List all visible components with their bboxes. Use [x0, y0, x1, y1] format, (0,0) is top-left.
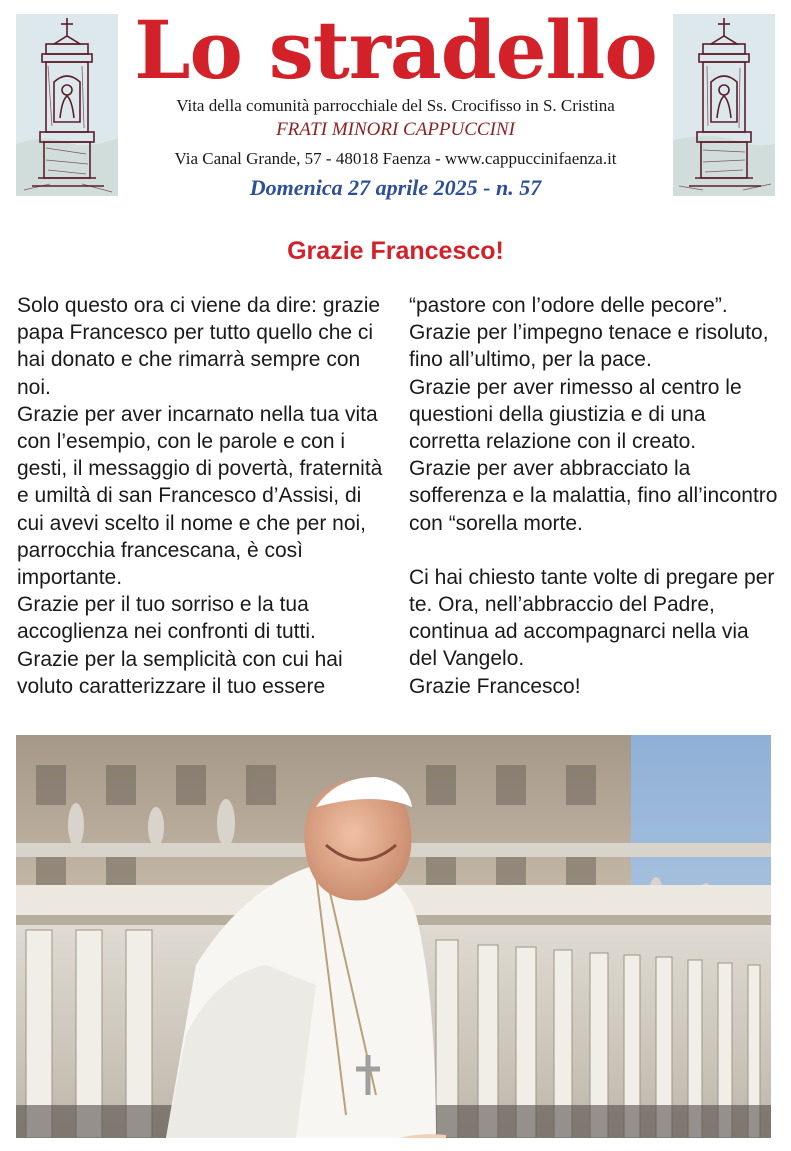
masthead-issue-date: Domenica 27 aprile 2025 - n. 57 [249, 175, 542, 200]
article-headline: Grazie Francesco! [287, 237, 504, 265]
shrine-icon [673, 14, 775, 196]
paragraph: Solo questo ora ci viene da dire: grazie papa Francesco per tutto quello che ci hai donato e che rimarrà sempre con noi. [17, 294, 381, 399]
paragraph: Grazie per aver abbracciato la sofferenza e la malattia, fino all’incontro con “sorella morte. [409, 457, 778, 535]
masthead-subtitle: Vita della comunità parrocchiale del Ss. Crocifisso in S. Cristina [176, 96, 615, 115]
shrine-sketch-right [673, 14, 775, 196]
paragraph: Grazie Francesco! [409, 674, 581, 698]
article-column-left [17, 292, 389, 700]
paragraph: Grazie per aver incarnato nella tua vita con l’esempio, con le parole e con i gesti, il messaggio di povertà, fraternità e umiltà di san Francesco d’Assisi, di cui avevi scelto il nome e che per noi, parrocchia francescana, è così importante. [17, 402, 383, 590]
shrine-sketch-left [16, 14, 118, 196]
paragraph: Grazie per l’impegno tenace e risoluto, fino all’ultimo, per la pace. [409, 321, 769, 372]
shrine-icon [16, 14, 118, 196]
masthead-title: Lo stradello [134, 3, 657, 97]
pope-photo [16, 735, 771, 1138]
masthead-order: FRATI MINORI CAPPUCCINI [276, 119, 515, 140]
paragraph: Grazie per il tuo sorriso e la tua accoglienza nei confronti di tutti. [17, 593, 316, 644]
article-column-right [409, 292, 781, 700]
paragraph: “pastore con l’odore delle pecore”. [409, 294, 728, 317]
paragraph: Ci hai chiesto tante volte di pregare per te. Ora, nell’abbraccio del Padre, continua ad accompagnarci nella via del Vangelo. [409, 565, 775, 671]
paragraph: Grazie per la semplicità con cui hai voluto caratterizzare il tuo essere [17, 647, 343, 698]
photo-icon [16, 735, 771, 1138]
masthead-address: Via Canal Grande, 57 - 48018 Faenza - www.cappuccinifaenza.it [174, 149, 617, 168]
paragraph: Grazie per aver rimesso al centro le questioni della giustizia e di una corretta relazione con il creato. [409, 375, 742, 454]
